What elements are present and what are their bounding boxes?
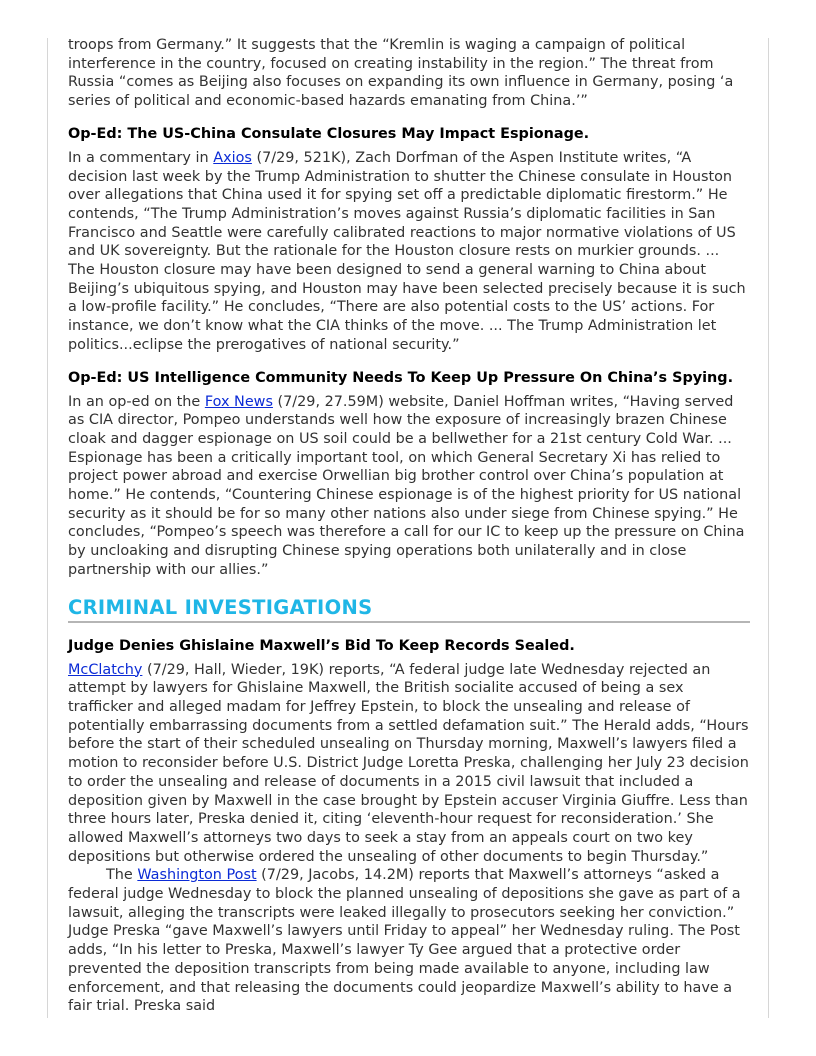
article-title: Op-Ed: The US-China Consulate Closures May Impact Espionage. — [68, 125, 590, 142]
page-border-left — [47, 38, 48, 1018]
article-body: In an op-ed on the Fox News (7/29, 27.59M) website, Daniel Hoffman writes, “Having served as CIA director, Pompeo understands well how the exposure of increasingly brazen Chinese cloak and dagger espionage on US soil could be a bellwether for a 21st century Cold War. ... Espionage has been a critically important tool, on which General Secretary Xi has relied to project power abroad and exercise Orwellian big brother control over China’s population at home.” He contends, “Countering Chinese espionage is of the highest priority for US national security as it should be for so many other nations also under siege from Chinese spying.” He concludes, “Pompeo’s speech was therefore a call for our IC to keep up the pressure on China by uncloaking and disrupting Chinese spying operations both unilaterally and in close partnership with our allies.” — [68, 393, 745, 578]
section-heading: CRIMINAL INVESTIGATIONS — [68, 596, 750, 623]
continued-paragraph: troops from Germany.” It suggests that the “Kremlin is waging a campaign of political interference in the country, focused on creating instability in the region.” The threat from Russia “comes as Beijing also focuses on expanding its own influence in Germany, posing ‘a series of political and economic-based hazards emanating from China.’” — [68, 37, 734, 110]
article-maxwell-records — [68, 637, 750, 1016]
source-link-mcclatchy[interactable]: McClatchy — [68, 661, 143, 678]
article-body: In a commentary in Axios (7/29, 521K), Zach Dorfman of the Aspen Institute writes, “A decision last week by the Trump Administration to shutter the Chinese consulate in Houston over allegations that China used it for spying set off a predictable diplomatic firestorm.” He contends, “The Trump Administration’s moves against Russia’s diplomatic facilities in San Francisco and Seattle were carefully calibrated reactions to major normative violations of US and UK sovereignty. But the rationale for the Houston closure rests on murkier grounds. ... The Houston closure may have been designed to send a general warning to China about Beijing’s ubiquitous spying, and Houston may have been selected precisely because it is such a low-profile facility.” He concludes, “There are also potential costs to the US’ actions. For instance, we don’t know what the CIA thinks of the move. ... The Trump Administration let politics...eclipse the prerogatives of national security.” — [68, 149, 746, 353]
article-consulate-closures — [68, 125, 750, 355]
article-title: Judge Denies Ghislaine Maxwell’s Bid To Keep Records Sealed. — [68, 637, 575, 654]
source-link-washington-post[interactable]: Washington Post — [137, 867, 257, 884]
article-body: McClatchy (7/29, Hall, Wieder, 19K) reports, “A federal judge late Wednesday rejected an attempt by lawyers for Ghislaine Maxwell, the British socialite accused of being a sex trafficker and alleged madam for Jeffrey Epstein, to block the unsealing and release of potentially embarrassing documents from a settled defamation suit.” The Herald adds, “Hours before the start of their scheduled unsealing on Thursday morning, Maxwell’s lawyers filed a motion to reconsider before U.S. District Judge Loretta Preska, challenging her July 23 decision to order the unsealing and release of documents in a 2015 civil lawsuit that included a deposition given by Maxwell in the case brought by Epstein accuser Virginia Giuffre. Less than three hours later, Preska denied it, citing ‘eleventh-hour request for reconsideration.’ She allowed Maxwell’s attorneys two days to seek a stay from an appeals court on two key depositions but otherwise ordered the unsealing of other documents to begin Thursday.” — [68, 661, 749, 865]
article-title: Op-Ed: US Intelligence Community Needs To Keep Up Pressure On China’s Spying. — [68, 369, 734, 386]
article-ic-pressure — [68, 369, 750, 580]
article-body-continued: The Washington Post (7/29, Jacobs, 14.2M) reports that Maxwell’s attorneys “asked a federal judge Wednesday to block the planned unsealing of depositions she gave as part of a lawsuit, alleging the transcripts were leaked illegally to prosecutors seeking her conviction.” Judge Preska “gave Maxwell’s lawyers until Friday to appeal” her Wednesday ruling. The Post adds, “In his letter to Preska, Maxwell’s lawyer Ty Gee argued that a protective order prevented the deposition transcripts from being made available to anyone, including law enforcement, and that releasing the documents could jeopardize Maxwell’s ability to have a fair trial. Preska said — [68, 867, 741, 1015]
source-link-axios[interactable]: Axios — [213, 149, 252, 166]
document-page — [68, 36, 750, 1016]
page-border-right — [768, 38, 769, 1018]
source-link-fox-news[interactable]: Fox News — [204, 393, 273, 410]
